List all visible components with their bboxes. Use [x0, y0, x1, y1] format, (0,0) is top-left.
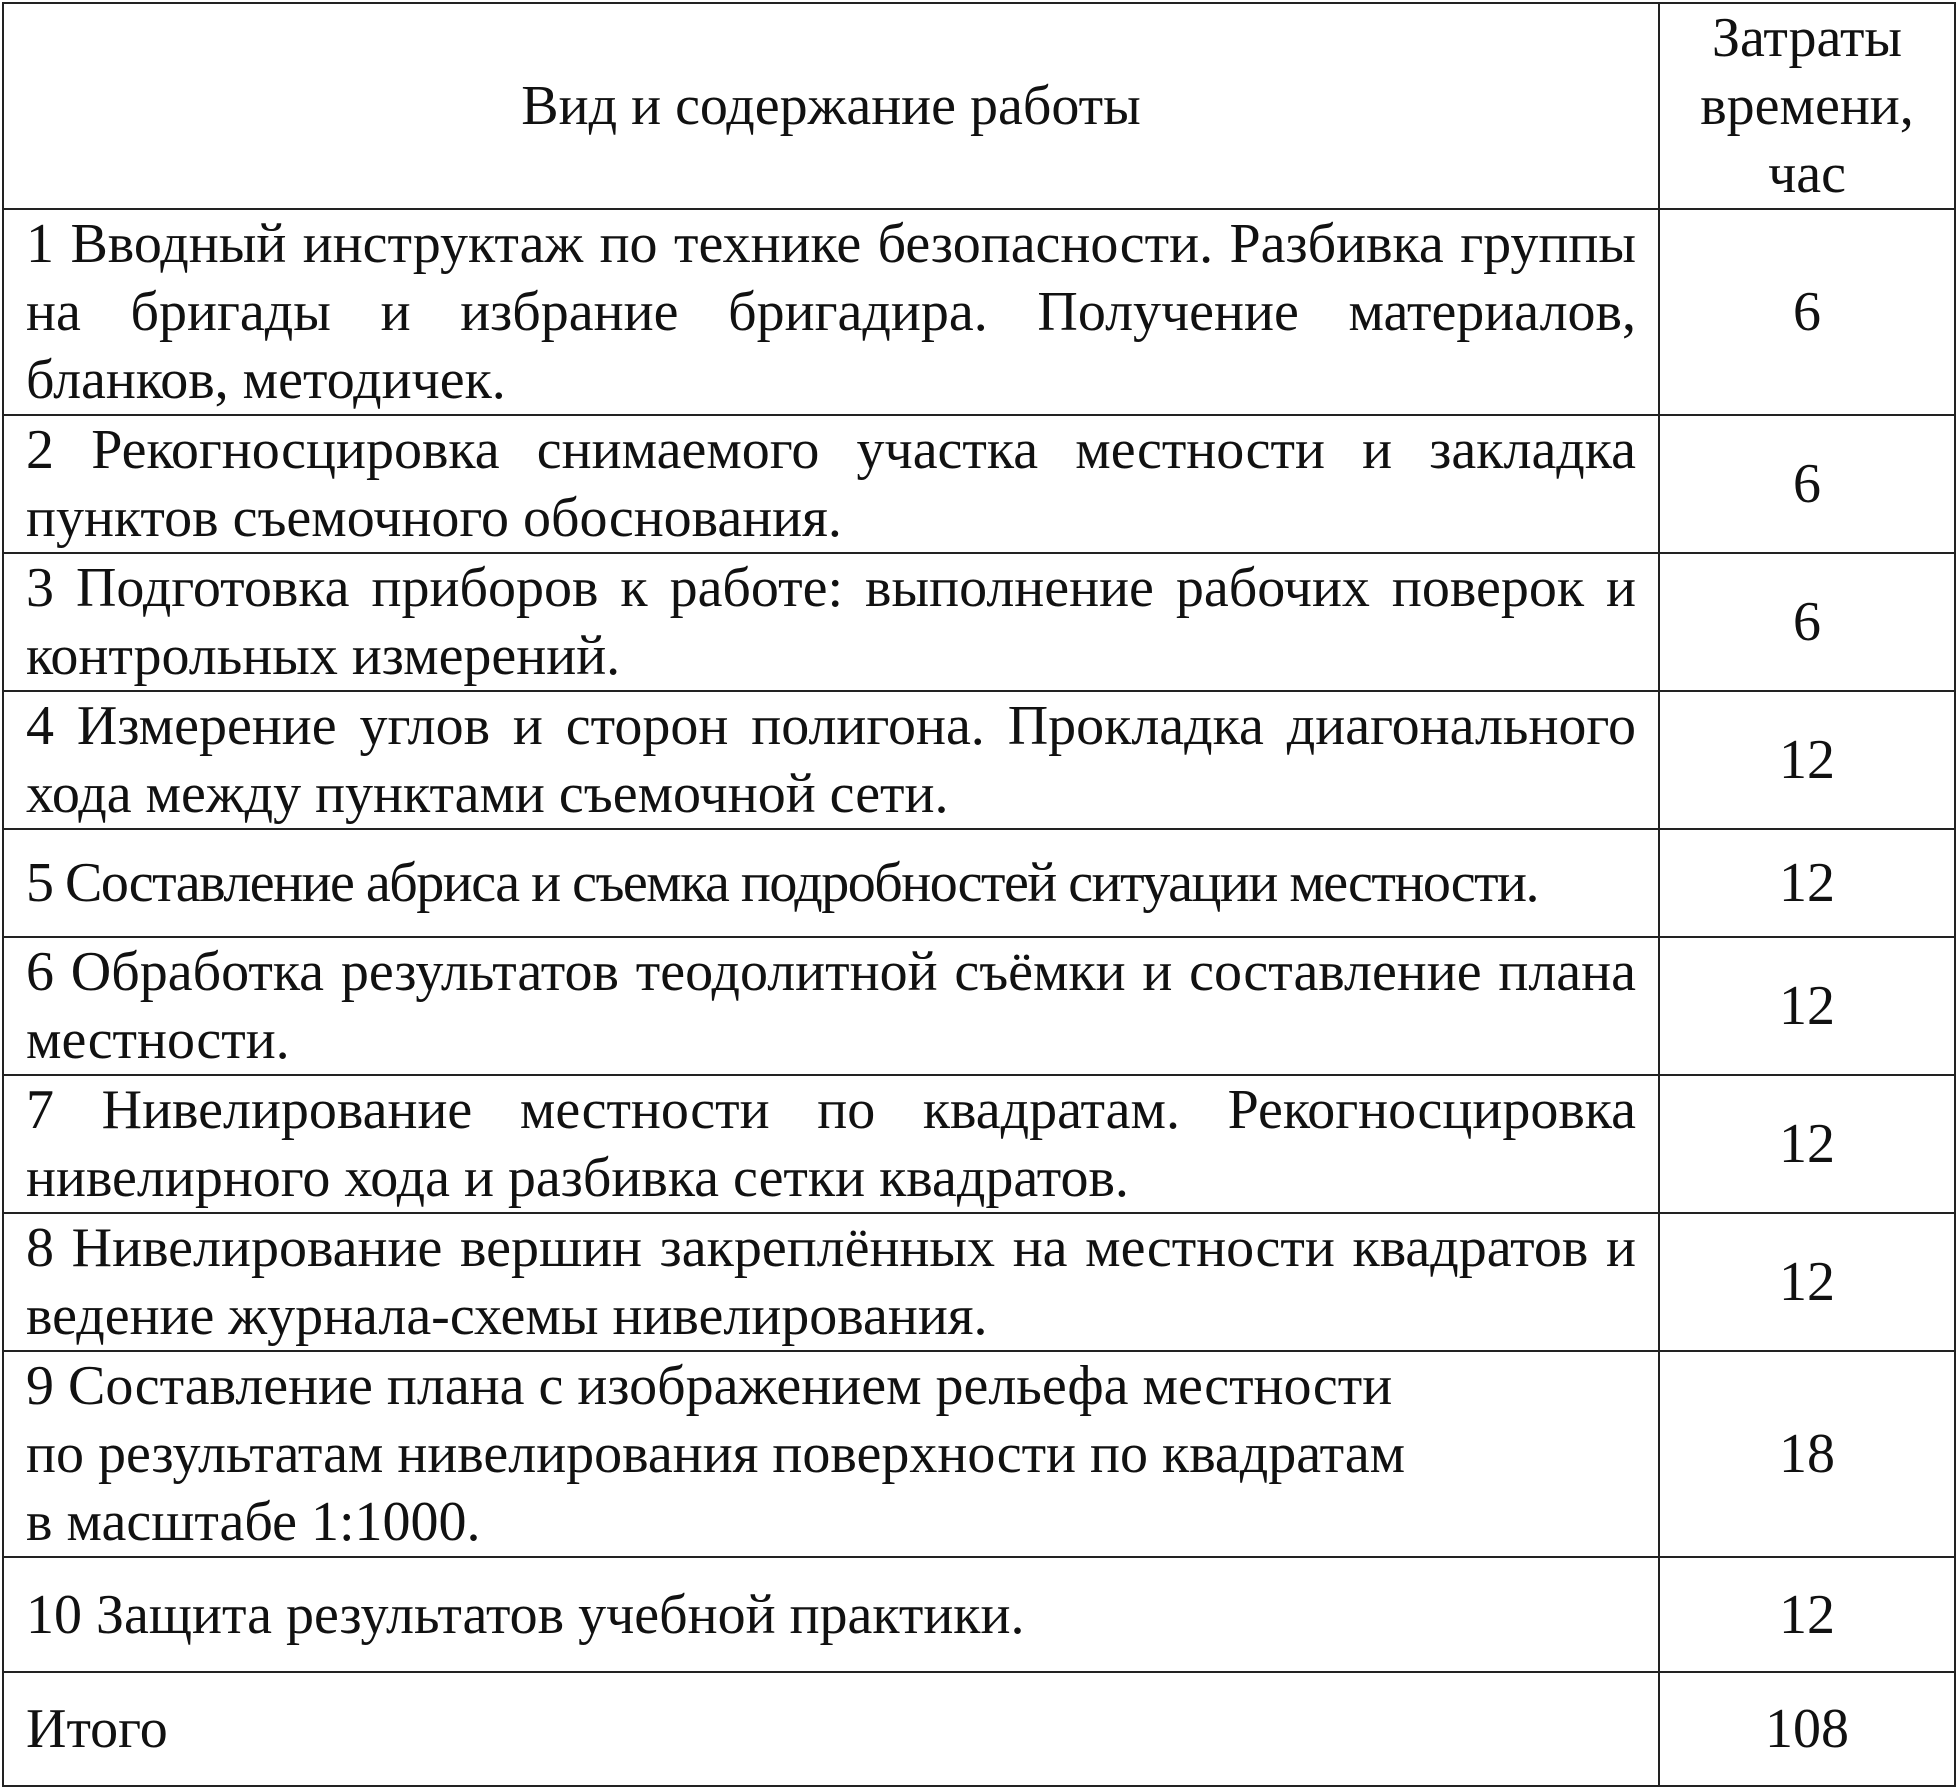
table-row [3, 1213, 1955, 1351]
work-cell: 3 Подготовка приборов к работе: выполнение рабочих поверок и контрольных измерений. [3, 553, 1659, 691]
hours-cell: 18 [1659, 1351, 1955, 1557]
table-row [3, 1351, 1955, 1557]
table-row [3, 1557, 1955, 1672]
header-hours: Затраты времени, час [1659, 3, 1955, 209]
hours-cell: 12 [1659, 1213, 1955, 1351]
hours-cell: 12 [1659, 829, 1955, 937]
work-cell: 10 Защита результатов учебной практики. [3, 1557, 1659, 1672]
work-cell: 5 Составление абриса и съемка подробностей ситуации местности. [3, 829, 1659, 937]
table-row [3, 553, 1955, 691]
work-cell: 4 Измерение углов и сторон полигона. Прокладка диагонального хода между пунктами съемочной сети. [3, 691, 1659, 829]
hours-cell: 6 [1659, 415, 1955, 553]
work-time-table [2, 2, 1956, 1787]
header-work: Вид и содержание работы [3, 3, 1659, 209]
header-row [3, 3, 1955, 209]
table-row [3, 937, 1955, 1075]
total-row [3, 1672, 1955, 1786]
table-row [3, 415, 1955, 553]
hours-cell: 6 [1659, 553, 1955, 691]
hours-cell: 12 [1659, 1557, 1955, 1672]
hours-cell: 6 [1659, 209, 1955, 415]
work-cell: 9 Составление плана с изображением рельефа местности по результатам нивелирования поверхности по квадратам в масштабе 1:1000. [3, 1351, 1659, 1557]
work-cell: 2 Рекогносцировка снимаемого участка местности и закладка пунктов съемочного обоснования. [3, 415, 1659, 553]
total-hours: 108 [1659, 1672, 1955, 1786]
table-row [3, 209, 1955, 415]
hours-cell: 12 [1659, 1075, 1955, 1213]
hours-cell: 12 [1659, 691, 1955, 829]
work-cell: 7 Нивелирование местности по квадратам. Рекогносцировка нивелирного хода и разбивка сетки квадратов. [3, 1075, 1659, 1213]
work-cell: 8 Нивелирование вершин закреплённых на местности квадратов и ведение журнала-схемы нивелирования. [3, 1213, 1659, 1351]
table-row [3, 829, 1955, 937]
work-cell: 6 Обработка результатов теодолитной съёмки и составление плана местности. [3, 937, 1659, 1075]
total-label: Итого [3, 1672, 1659, 1786]
work-cell: 1 Вводный инструктаж по технике безопасности. Разбивка группы на бригады и избрание бригадира. Получение материалов, бланков, методичек. [3, 209, 1659, 415]
hours-cell: 12 [1659, 937, 1955, 1075]
table-row [3, 691, 1955, 829]
table-row [3, 1075, 1955, 1213]
